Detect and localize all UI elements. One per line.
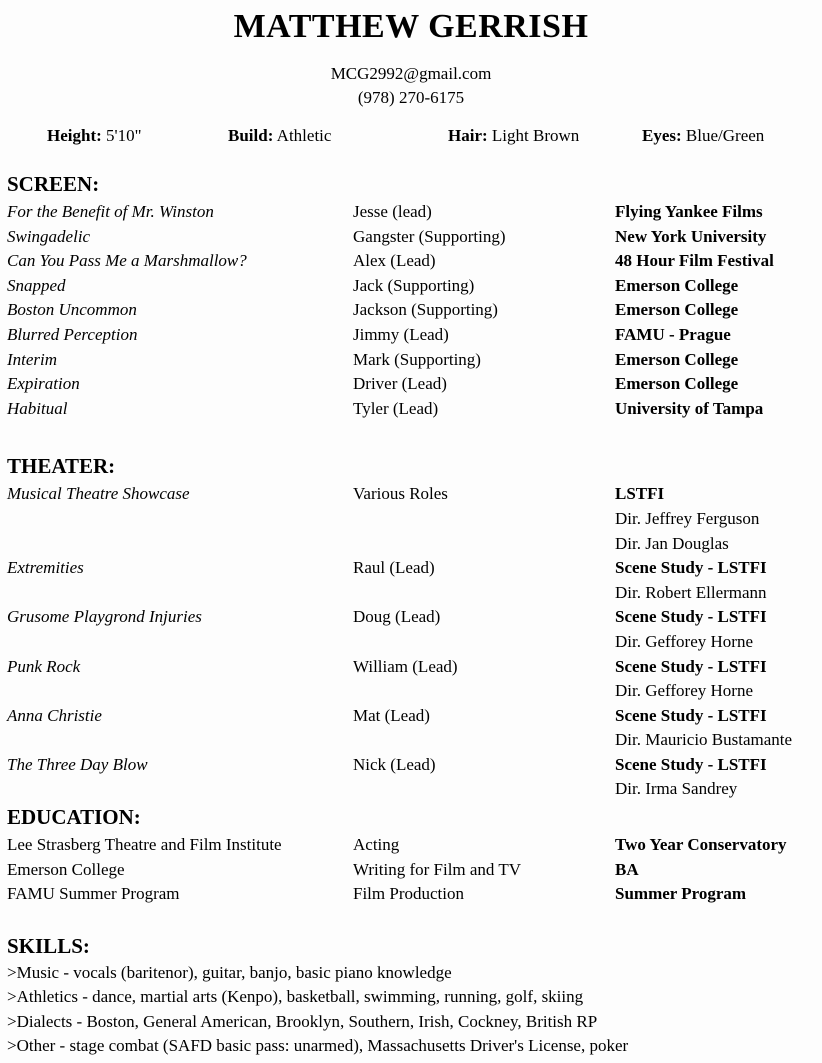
role-text: Mat (Lead) [353,705,430,725]
section-heading-skills: SKILLS: [7,933,90,958]
section-heading-screen: SCREEN: [7,172,100,196]
director-text: Dir. Mauricio Bustamante [615,730,793,750]
director-text: Dir. Jan Douglas [615,533,729,553]
stat-build-value: Athletic [276,126,332,145]
screen-row [7,397,815,422]
production-title: Musical Theatre Showcase [7,484,190,504]
role-text: Driver (Lead) [353,374,447,394]
director-text: Dir. Irma Sandrey [615,779,738,799]
credit-block [615,605,815,654]
production-title: Expiration [7,374,80,394]
production-title: Interim [7,349,58,369]
role-text: Tyler (Lead) [353,398,439,418]
program-text: Acting [353,835,400,855]
stat-height-value: 5'10" [106,126,142,145]
credit-text: Emerson College [615,374,739,394]
production-title: For the Benefit of Mr. Winston [7,202,214,221]
contact-block [7,62,815,110]
theater-row [7,605,815,654]
role-text: Jackson (Supporting) [353,300,498,320]
director-text: Dir. Robert Ellermann [615,582,767,602]
credit-block [615,704,815,753]
skill-item-music: >Music - vocals (baritenor), guitar, banjo, basic piano knowledge [7,962,452,982]
production-title: Grusome Playgrond Injuries [7,607,202,627]
credit-text: Scene Study - LSTFI [615,607,767,627]
credential-text: Summer Program [615,884,747,904]
stats-row [47,125,815,147]
education-row [7,833,815,858]
screen-rows [7,200,815,421]
credit-text: Scene Study - LSTFI [615,705,767,725]
stat-height-label: Height: [47,126,102,145]
stat-build [228,125,448,147]
role-text: Jimmy (Lead) [353,324,449,344]
role-text: Mark (Supporting) [353,349,481,369]
credit-text: Scene Study - LSTFI [615,754,767,774]
credit-text: New York University [615,226,767,246]
theater-row [7,704,815,753]
school-name: Lee Strasberg Theatre and Film Institute [7,835,282,855]
production-title: Habitual [7,398,68,418]
role-text: Raul (Lead) [353,558,435,578]
screen-row [7,298,815,323]
screen-row [7,225,815,250]
skill-item-dialects: >Dialects - Boston, General American, Brooklyn, Southern, Irish, Cockney, British RP [7,1011,598,1031]
stat-eyes [642,125,815,147]
role-text: Nick (Lead) [353,754,436,774]
credit-text: Scene Study - LSTFI [615,656,767,676]
production-title: Blurred Perception [7,324,138,344]
phone-text: (978) 270-6175 [357,88,465,107]
stat-hair-label: Hair: [448,126,488,145]
credit-text: Emerson College [615,349,739,369]
credit-text: 48 Hour Film Festival [615,251,774,271]
page-title: MATTHEW GERRISH [233,8,589,45]
education-row [7,858,815,883]
email-text: MCG2992@gmail.com [330,64,492,83]
credit-text: Flying Yankee Films [615,202,763,221]
stat-eyes-label: Eyes: [642,126,682,145]
stat-build-label: Build: [228,126,274,145]
education-rows [7,833,815,907]
school-name: FAMU Summer Program [7,884,180,904]
role-text: Jack (Supporting) [353,275,475,295]
theater-row [7,482,815,556]
credit-text: Emerson College [615,275,739,295]
production-title: Extremities [7,558,84,578]
production-title: Can You Pass Me a Marshmallow? [7,251,247,271]
credit-block [615,753,815,802]
credential-text: Two Year Conservatory [615,835,787,855]
production-title: Punk Rock [7,656,81,676]
credential-text: BA [615,859,639,879]
credit-text: Scene Study - LSTFI [615,558,767,578]
director-text: Dir. Gefforey Horne [615,681,754,701]
production-title: The Three Day Blow [7,754,148,774]
stat-hair-value: Light Brown [491,126,580,145]
credit-text: Emerson College [615,300,739,320]
stat-hair [448,125,642,147]
credit-text: LSTFI [615,484,665,504]
role-text: Doug (Lead) [353,607,441,627]
role-text: Various Roles [353,484,448,504]
role-text: Jesse (lead) [353,202,432,221]
credit-block [615,655,815,704]
director-text: Dir. Jeffrey Ferguson [615,508,760,528]
school-name: Emerson College [7,859,125,879]
education-row [7,882,815,907]
production-title: Boston Uncommon [7,300,137,320]
director-text: Dir. Gefforey Horne [615,631,754,651]
stat-eyes-value: Blue/Green [685,126,765,145]
screen-row [7,348,815,373]
production-title: Swingadelic [7,226,91,246]
theater-row [7,556,815,605]
credit-text: FAMU - Prague [615,324,731,344]
theater-row [7,753,815,802]
credit-block [615,556,815,605]
production-title: Anna Christie [7,705,102,725]
section-heading-education: EDUCATION: [7,805,141,830]
screen-row [7,200,815,225]
screen-row [7,372,815,397]
screen-row [7,249,815,274]
skill-item-athletics: >Athletics - dance, martial arts (Kenpo), basketball, swimming, running, golf, skiing [7,987,584,1007]
program-text: Film Production [353,884,464,904]
role-text: Gangster (Supporting) [353,226,506,246]
role-text: William (Lead) [353,656,458,676]
credit-text: University of Tampa [615,398,764,418]
screen-row [7,274,815,299]
credit-block [615,482,815,556]
theater-row [7,655,815,704]
section-heading-theater: THEATER: [7,454,116,479]
role-text: Alex (Lead) [353,251,436,271]
screen-row [7,323,815,348]
production-title: Snapped [7,275,66,295]
skill-item-other: >Other - stage combat (SAFD basic pass: unarmed), Massachusetts Driver's License, poker [7,1036,629,1056]
program-text: Writing for Film and TV [353,859,522,879]
stat-height [47,125,228,147]
skills-list [7,961,815,1059]
theater-rows [7,482,815,802]
